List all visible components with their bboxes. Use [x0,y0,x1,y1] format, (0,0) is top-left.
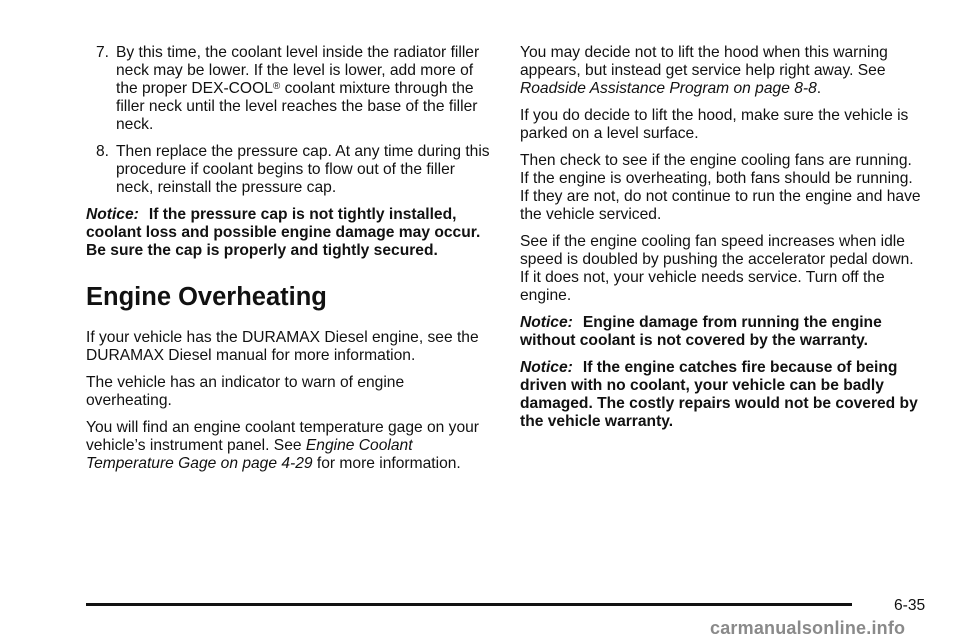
paragraph: The vehicle has an indicator to warn of engine overheating. [86,374,405,409]
cross-reference: Engine Coolant Temperature Gage on page 4-29 [86,437,413,472]
paragraph [520,44,924,98]
paragraph: Then check to see if the engine cooling fans are running. If the engine is overheating, both fans should be running. If they are not, do not continue to run the engine and have the vehicle serviced. [520,152,921,223]
notice-label: Notice: [520,359,573,376]
watermark: carmanualsonline.info [710,618,906,638]
left-column [86,44,490,482]
text: You will find an engine coolant temperature gage on your vehicle’s instrument panel. See [86,419,480,454]
text: You may decide not to lift the hood when this warning appears, but instead get service help right away. See [520,44,888,79]
cross-reference: Roadside Assistance Program on page 8-8 [520,80,817,97]
section-heading: Engine Overheating [86,283,327,311]
notice-body: If the pressure cap is not tightly installed, coolant loss and possible engine damage may occur. Be sure the cap is properly and tightly secured. [86,206,481,259]
step-8 [86,143,490,197]
paragraph [86,419,490,473]
notice-body: Engine damage from running the engine without coolant is not covered by the warranty. [520,314,882,349]
text: . [816,80,822,97]
notice-pressure-cap [86,206,490,260]
notice-body: If the engine catches fire because of being driven with no coolant, your vehicle can be badly damaged. The costly repairs would not be covered by the vehicle warranty. [520,359,918,430]
paragraph: If you do decide to lift the hood, make sure the vehicle is parked on a level surface. [520,107,909,142]
step-text [116,44,490,134]
step-text-part: coolant mixture through the filler neck until the level reaches the base of the filler neck. [116,80,478,133]
registered-mark: ® [272,81,281,92]
notice-label: Notice: [520,314,573,331]
footer-rule [86,603,852,606]
page-number: 6-35 [894,597,926,614]
step-text-part: By this time, the coolant level inside the radiator filler neck may be lower. If the level is lower, add more of the proper DEX-COOL [116,44,480,97]
paragraph: If your vehicle has the DURAMAX Diesel engine, see the DURAMAX Diesel manual for more information. [86,329,479,364]
text: for more information. [312,455,461,472]
notice-warranty [520,314,924,350]
right-column [520,44,924,440]
step-text: Then replace the pressure cap. At any time during this procedure if coolant begins to flow out of the filler neck, reinstall the pressure cap. [116,143,490,196]
paragraph: See if the engine cooling fan speed increases when idle speed is doubled by pushing the accelerator pedal down. If it does not, your vehicle needs service. Turn off the engine. [520,233,914,304]
step-number: 8. [95,143,109,160]
step-7 [86,44,490,134]
notice-fire [520,359,924,431]
notice-label: Notice: [86,206,139,223]
step-number: 7. [95,44,109,61]
